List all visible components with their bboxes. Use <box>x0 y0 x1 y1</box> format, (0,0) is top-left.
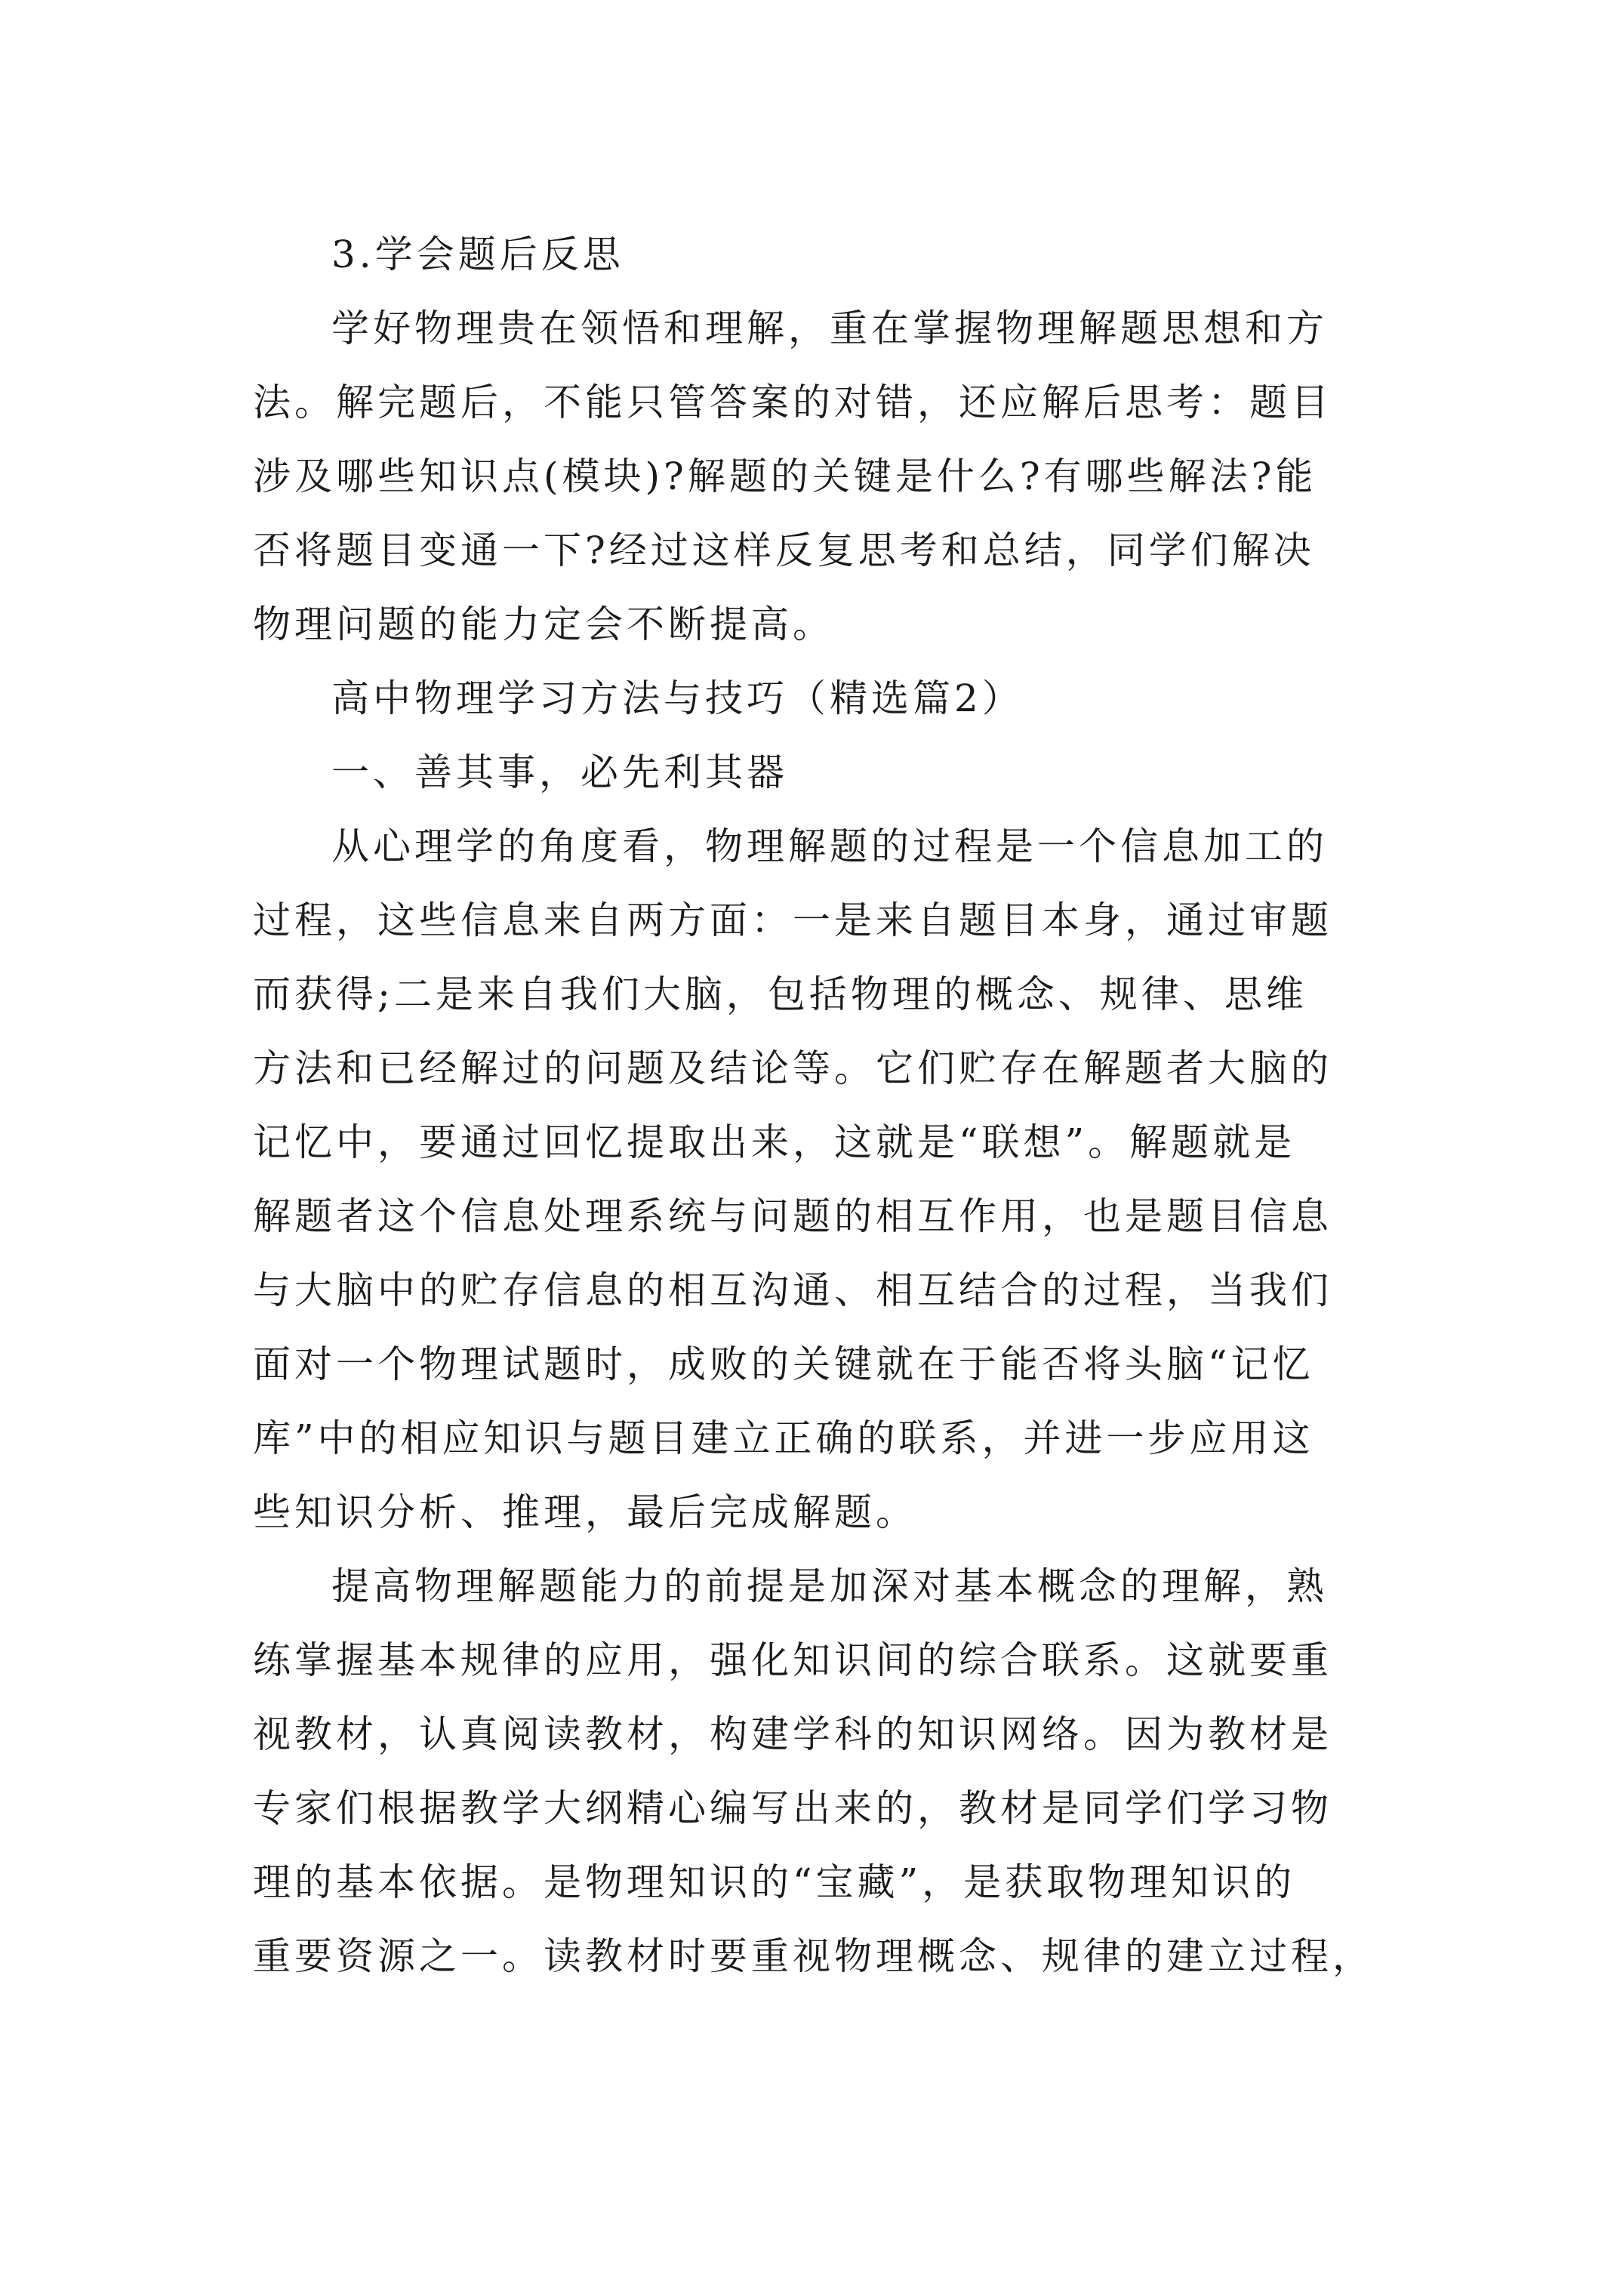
paragraph-line: 库”中的相应知识与题目建立正确的联系，并进一步应用这 <box>253 1416 1314 1460</box>
paragraph-line: 面对一个物理试题时，成败的关键就在于能否将头脑“记忆 <box>253 1342 1314 1386</box>
document-body <box>253 217 1393 1993</box>
paragraph-line: 法。解完题后，不能只管答案的对错，还应解后思考：题目 <box>253 381 1332 424</box>
paragraph-line: 视教材，认真阅读教材，构建学科的知识网络。因为教材是 <box>253 1712 1332 1756</box>
paragraph-line: 物理问题的能力定会不断提高。 <box>253 603 834 646</box>
paragraph-line: 否将题目变通一下?经过这样反复思考和总结，同学们解决 <box>253 529 1315 572</box>
paragraph-line: 专家们根据教学大纲精心编写出来的，教材是同学们学习物 <box>253 1786 1332 1830</box>
article-title: 高中物理学习方法与技巧（精选篇2） <box>331 676 1024 720</box>
paragraph-line: 记忆中，要通过回忆提取出来，这就是“联想”。解题就是 <box>253 1120 1296 1164</box>
paragraph-line: 练掌握基本规律的应用，强化知识间的综合联系。这就要重 <box>253 1638 1332 1682</box>
paragraph-line: 理的基本依据。是物理知识的“宝藏”，是获取物理知识的 <box>253 1860 1296 1904</box>
section-heading-tools: 一、善其事，必先利其器 <box>331 750 788 794</box>
paragraph-line: 些知识分析、推理，最后完成解题。 <box>253 1490 917 1534</box>
paragraph-line: 过程，这些信息来自两方面：一是来自题目本身，通过审题 <box>253 898 1332 942</box>
paragraph-line: 与大脑中的贮存信息的相互沟通、相互结合的过程，当我们 <box>253 1268 1332 1312</box>
section-heading-reflection: 3.学会题后反思 <box>331 233 624 276</box>
paragraph-line: 提高物理解题能力的前提是加深对基本概念的理解，熟 <box>331 1564 1328 1608</box>
paragraph-line: 而获得;二是来自我们大脑，包括物理的概念、规律、思维 <box>253 972 1307 1016</box>
paragraph-line: 从心理学的角度看，物理解题的过程是一个信息加工的 <box>331 824 1328 868</box>
paragraph-line: 涉及哪些知识点(模块)?解题的关键是什么?有哪些解法?能 <box>253 455 1317 498</box>
paragraph-line: 方法和已经解过的问题及结论等。它们贮存在解题者大脑的 <box>253 1046 1332 1090</box>
paragraph-line: 解题者这个信息处理系统与问题的相互作用，也是题目信息 <box>253 1194 1332 1238</box>
paragraph-line: 学好物理贵在领悟和理解，重在掌握物理解题思想和方 <box>331 307 1328 350</box>
paragraph-line: 重要资源之一。读教材时要重视物理概念、规律的建立过程， <box>253 1934 1374 1978</box>
